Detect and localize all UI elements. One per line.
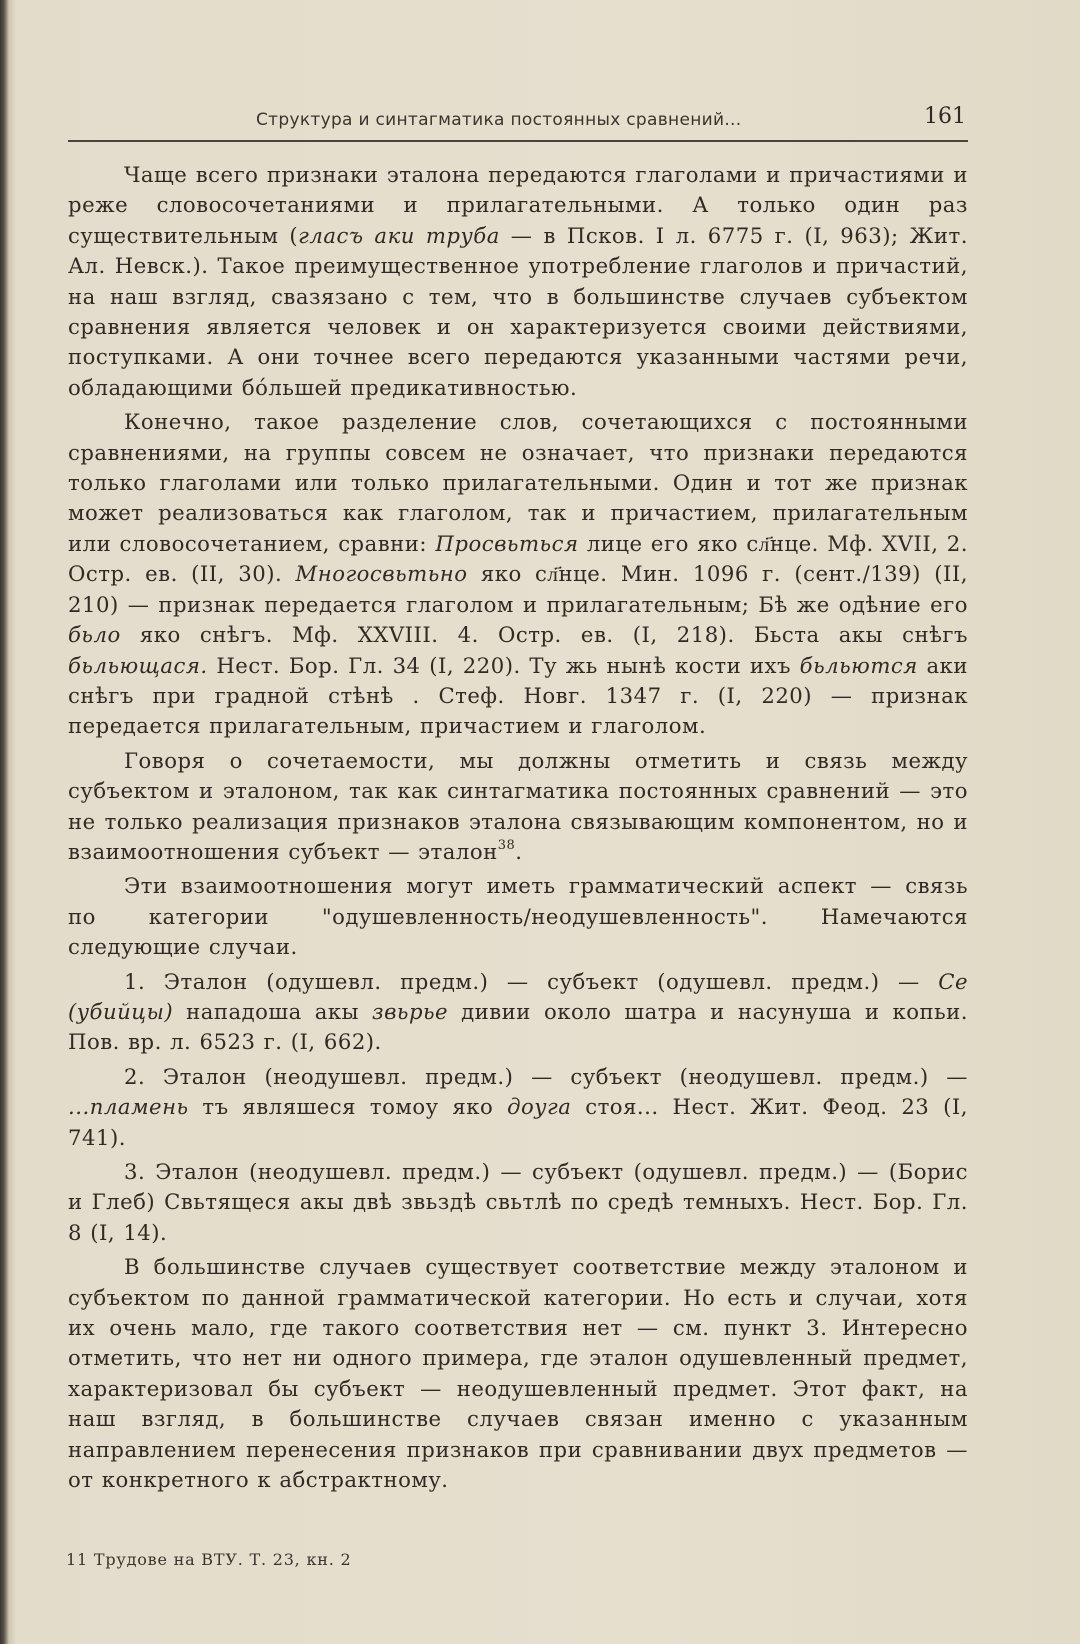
paragraph-2: Конечно, такое разделение слов, сочетающихся с постоянными сравнениями, на группы совсем не означает, что признаки передаются только глаголами или только прилагательными. Один и тот же признак может реализоваться как глаголом, так и причастием, прилагательным или словосочетанием, сравни: Просвьться лице его яко сл҃нце. Мф. XVII, 2. Остр. ев. (II, 30). Многосвьтьно яко сл҃нце. Мин. 1096 г. (сент./139) (II, 210) — признак передается глаголом и прилагательным; Бѣ же одѣние его бьло яко снѣгъ. Мф. XXVIII. 4. Остр. ев. (I, 218). Бьста акы снѣгъ бьльющася. Нест. Бор. Гл. 34 (I, 220). Ту жь нынѣ кости ихъ бьльются аки снѣгъ при градной стѣнѣ . Стеф. Новг. 1347 г. (I, 220) — признак передается прилагательным, причастием и глаголом. [68,409,969,739]
paragraph-3: Говоря о сочетаемости, мы должны отметить и связь между субъектом и эталоном, так как синтагматика постоянных сравнений — это не только реализация признаков эталона связывающим компонентом, но и взаимоотношения субъект — эталон$^{38}$. [68,747,968,864]
case-3: 3. Эталон (неодушевл. предм.) — субъект (одушевл. предм.) — (Борис и Глеб) Свьтящеся акы двѣ звьздѣ свьтлѣ по средѣ темныхъ. Нест. Бор. Гл. 8 (I, 14). [68,1159,968,1245]
page-header [68,100,968,142]
page-number: 161 [924,104,966,129]
footnote-ref: 38 [497,837,516,853]
printer-signature: 11 Трудове на ВТУ. Т. 23, кн. 2 [66,1550,352,1569]
paragraph-1: Чаще всего признаки эталона передаются глаголами и причастиями и реже словосочетаниями и прилагательными. А только один раз существительным (гласъ аки труба — в Псков. I л. 6775 г. (I, 963); Жит. Ал. Невск.). Такое преимущественное употребление глаголов и причастий, на наш взгляд, свазязано с тем, что в большинстве случаев субъектом сравнения является человек и он характеризуется своими действиями, поступками. А они точнее всего передаются указанными частями речи, обладающими бóльшей предикативностью. [68,162,968,400]
running-title: Структура и синтагматика постоянных сравнений... [256,110,742,130]
case-1: 1. Эталон (одушевл. предм.) — субъект (одушевл. предм.) — Се (убийцы) нападоша акы звьрье дивии около шатра и насунуша и копьи. Пов. вр. л. 6523 г. (I, 662). [68,968,968,1055]
body-text [68,160,968,1495]
case-2: 2. Эталон (неодушевл. предм.) — субъект (неодушевл. предм.) — ...пламень тъ являшеся томоу яко доуга стоя... Нест. Жит. Феод. 23 (I, 741). [68,1063,968,1150]
paragraph-4: Эти взаимоотношения могут иметь грамматический аспект — связь по категории "одушевленность/неодушевленность". Намечаются следующие случаи. [68,873,968,960]
paragraph-8: В большинстве случаев существует соответствие между эталоном и субъектом по данной грамматической категории. Но есть и случаи, хотя их очень мало, где такого соответствия нет — см. пункт 3. Интересно отметить, что нет ни одного примера, где эталон одушевленный предмет, характеризовал бы субъект — неодушевленный предмет. Этот факт, на наш взгляд, в большинстве случаев связан именно с указанным направлением перенесения признаков при сравнивании двух предметов — от конкретного к абстрактному. [68,1254,968,1493]
